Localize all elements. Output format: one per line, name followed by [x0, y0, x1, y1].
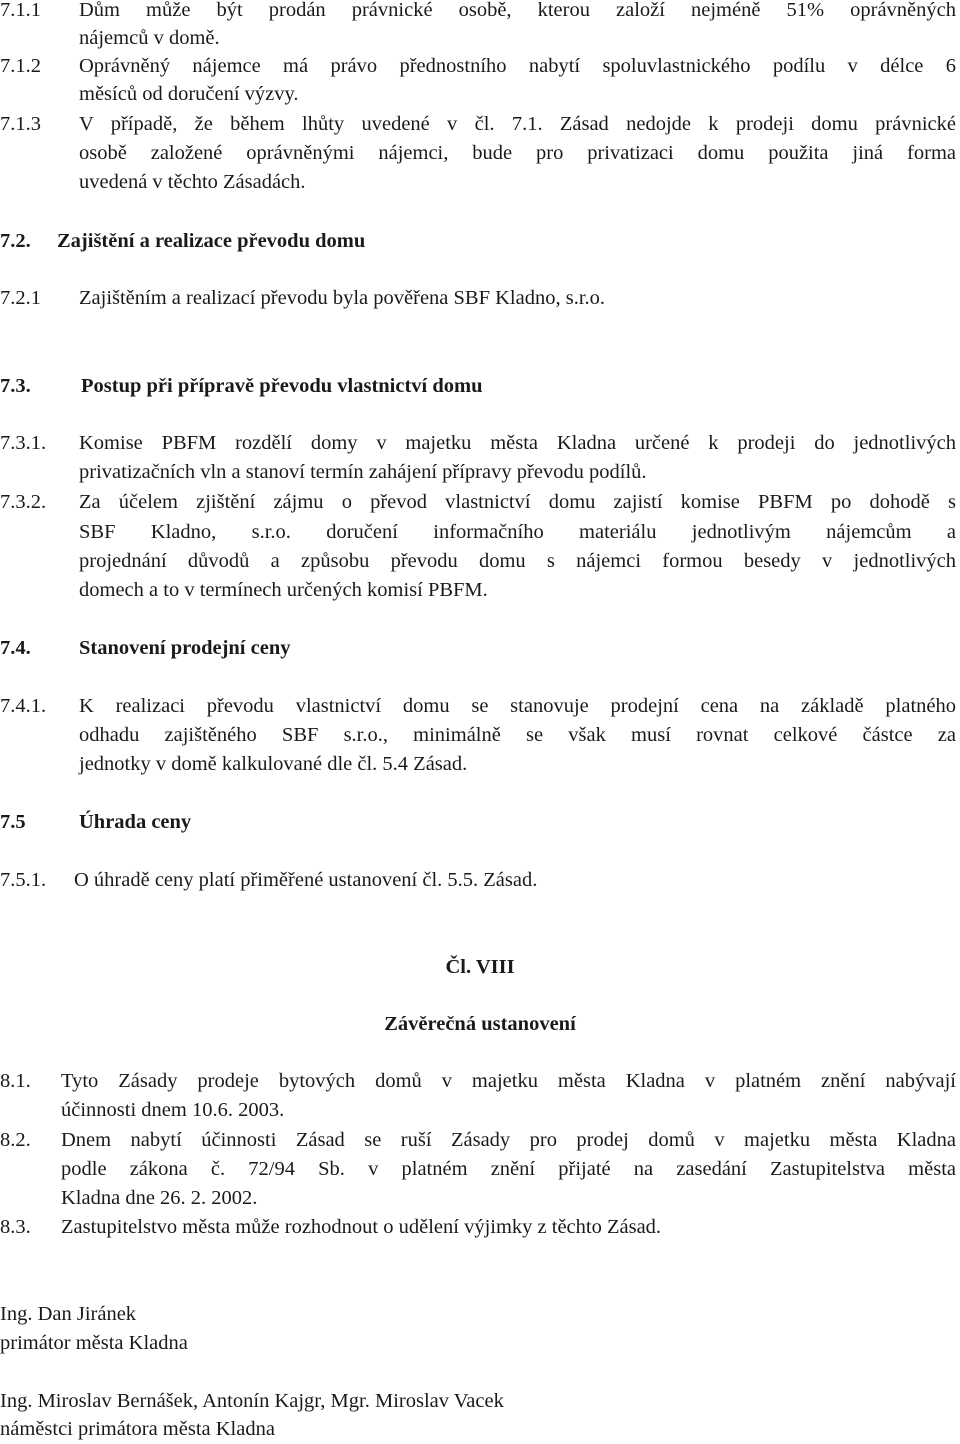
- section-heading: Postup při přípravě převodu vlastnictví domu: [81, 375, 483, 397]
- clause-number: 7.1.2: [0, 55, 41, 77]
- section-number: 7.3.: [0, 375, 31, 397]
- section-number: 7.4.: [0, 637, 31, 659]
- signatory-names: Ing. Miroslav Bernášek, Antonín Kajgr, Mgr. Miroslav Vacek: [0, 1390, 504, 1412]
- section-number: 7.5: [0, 811, 26, 833]
- section-heading: Zajištění a realizace převodu domu: [57, 230, 366, 252]
- signatory-role: primátor města Kladna: [0, 1332, 188, 1354]
- article-title: Čl. VIII: [445, 956, 515, 978]
- clause-number: 7.4.1.: [0, 695, 47, 717]
- clause-text: projednání důvodů a způsobu převodu domu s nájemci formou besedy v jednotlivých: [79, 550, 956, 572]
- clause-text: privatizačních vln a stanoví termín zahájení přípravy převodu podílů.: [79, 461, 647, 483]
- clause-number: 7.1.1: [0, 0, 41, 21]
- section-heading: Stanovení prodejní ceny: [79, 637, 291, 659]
- clause-text: osobě založené oprávněnými nájemci, bude pro privatizaci domu použita jiná forma: [79, 142, 956, 164]
- clause-number: 7.2.1: [0, 287, 41, 309]
- clause-text: Tyto Zásady prodeje bytových domů v majetku města Kladna v platném znění nabývají: [61, 1070, 956, 1092]
- clause-text: K realizaci převodu vlastnictví domu se stanovuje prodejní cena na základě platného: [79, 695, 956, 717]
- clause-number: 7.5.1.: [0, 869, 47, 891]
- clause-text: O úhradě ceny platí přiměřené ustanovení čl. 5.5. Zásad.: [74, 869, 538, 891]
- clause-text: SBF Kladno, s.r.o. doručení informačního materiálu jednotlivým nájemcům a: [79, 521, 956, 543]
- clause-text: měsíců od doručení výzvy.: [79, 83, 299, 105]
- clause-number: 8.3.: [0, 1216, 31, 1238]
- clause-text: V případě, že během lhůty uvedené v čl. 7.1. Zásad nedojde k prodeji domu právnické: [79, 113, 956, 135]
- clause-text: Dnem nabytí účinnosti Zásad se ruší Zásady pro prodej domů v majetku města Kladna: [61, 1129, 956, 1151]
- section-heading: Úhrada ceny: [79, 811, 192, 833]
- clause-number: 8.1.: [0, 1070, 31, 1092]
- clause-text: odhadu zajištěného SBF s.r.o., minimálně se však musí rovnat celkové částce za: [79, 724, 956, 746]
- clause-text: uvedená v těchto Zásadách.: [79, 171, 306, 193]
- clause-text: nájemců v domě.: [79, 27, 220, 49]
- clause-text: domech a to v termínech určených komisí PBFM.: [79, 579, 488, 601]
- clause-number: 8.2.: [0, 1129, 31, 1151]
- clause-text: Dům může být prodán právnické osobě, kterou založí nejméně 51% oprávněných: [79, 0, 956, 21]
- signatory-name: Ing. Dan Jiránek: [0, 1303, 137, 1325]
- section-number: 7.2.: [0, 230, 31, 252]
- clause-text: Oprávněný nájemce má právo přednostního nabytí spoluvlastnického podílu v délce 6: [79, 55, 956, 77]
- clause-text: Zastupitelstvo města může rozhodnout o udělení výjimky z těchto Zásad.: [61, 1216, 662, 1238]
- clause-number: 7.3.2.: [0, 491, 47, 513]
- clause-text: Komise PBFM rozdělí domy v majetku města Kladna určené k prodeji do jednotlivých: [79, 432, 956, 454]
- clause-text: jednotky v domě kalkulované dle čl. 5.4 Zásad.: [79, 753, 468, 775]
- signatory-role: náměstci primátora města Kladna: [0, 1418, 275, 1440]
- clause-text: účinnosti dnem 10.6. 2003.: [61, 1099, 285, 1121]
- clause-number: 7.3.1.: [0, 432, 47, 454]
- clause-text: Za účelem zjištění zájmu o převod vlastnictví domu zajistí komise PBFM po dohodě s: [79, 491, 956, 513]
- clause-text: podle zákona č. 72/94 Sb. v platném znění přijaté na zasedání Zastupitelstva města: [61, 1158, 956, 1180]
- clause-text: Zajištěním a realizací převodu byla pověřena SBF Kladno, s.r.o.: [79, 287, 606, 309]
- clause-number: 7.1.3: [0, 113, 41, 135]
- clause-text: Kladna dne 26. 2. 2002.: [61, 1187, 258, 1209]
- article-subtitle: Závěrečná ustanovení: [384, 1013, 576, 1035]
